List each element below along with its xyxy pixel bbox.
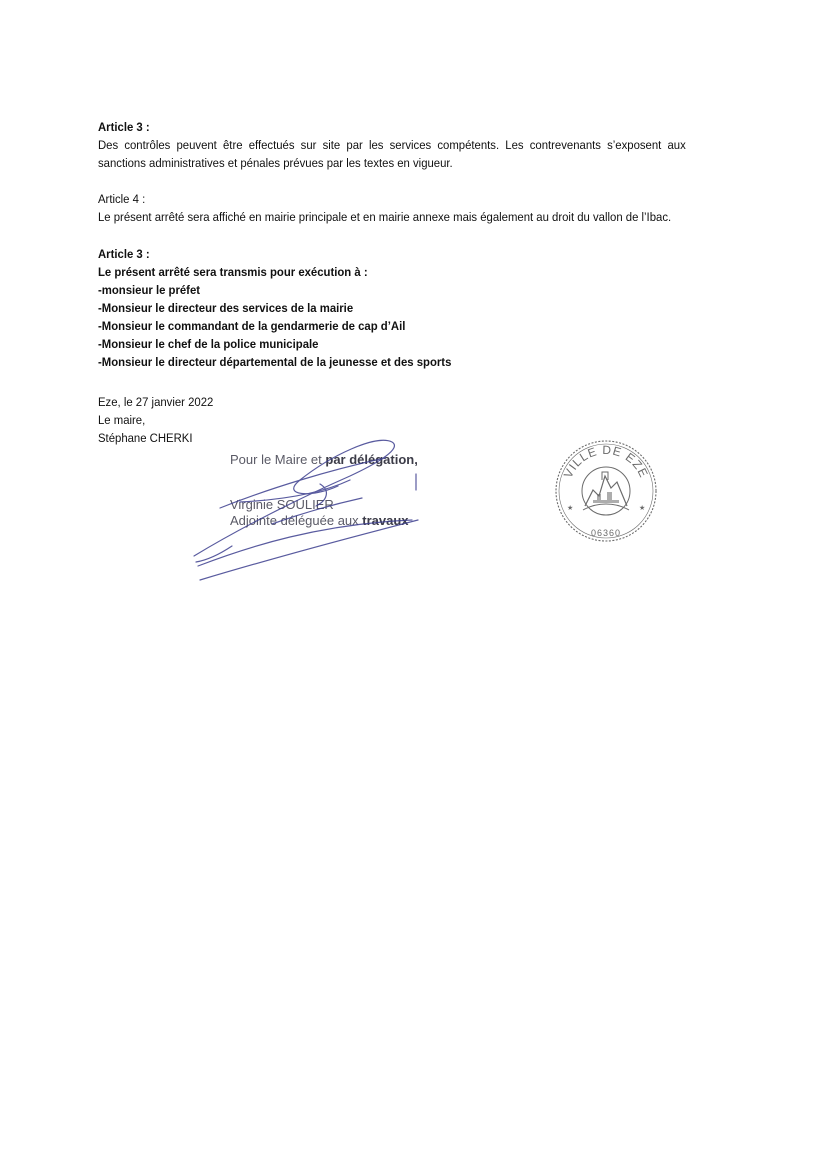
signer-role-plain: Adjointe déléguée aux (230, 513, 363, 528)
town-seal-stamp (553, 438, 659, 544)
svg-text:VILLE DE EZE (561, 443, 651, 480)
signer-role-emph: travaux (362, 513, 409, 528)
article-3-second-heading: Article 3 : (98, 247, 150, 261)
signer-name: Virginie SOULIER (230, 497, 334, 512)
article-3-heading: Article 3 : (98, 120, 150, 134)
seal-star-left: ★ (567, 505, 574, 512)
article-4 (98, 190, 730, 226)
mayor-title: Le maire, (98, 413, 146, 427)
seal-top-text: VILLE DE EZE (560, 442, 652, 481)
recipient-item: -Monsieur le chef de la police municipale (98, 337, 319, 351)
article-4-body: Le présent arrêté sera affiché en mairie principale et en mairie annexe mais également au droit du vallon de l’Ibac. (98, 210, 672, 224)
transmission-intro: Le présent arrêté sera transmis pour exécution à : (98, 265, 368, 279)
recipient-item: -Monsieur le commandant de la gendarmerie de cap d’Ail (98, 319, 406, 333)
delegation-emph: par délégation, (325, 452, 418, 467)
delegation-plain: Pour le Maire et (230, 452, 326, 467)
article-3-second (98, 245, 730, 371)
article-3-first (98, 118, 686, 172)
handwritten-signature (180, 428, 440, 598)
seal-star-right: ★ (639, 505, 646, 512)
seal-postcode: 06360 (590, 528, 622, 538)
place-date: Eze, le 27 janvier 2022 (98, 395, 214, 409)
recipient-item: -Monsieur le directeur des services de la mairie (98, 301, 354, 315)
article-4-heading: Article 4 : (98, 192, 146, 206)
mayor-name: Stéphane CHERKI (98, 431, 193, 445)
article-3-body: Des contrôles peuvent être effectués sur site par les services compétents. Les contrevenants s’exposent aux sanctions administratives et pénales prévues par les textes en vigueur. (98, 138, 686, 170)
recipient-item: -Monsieur le directeur départemental de la jeunesse et des sports (98, 355, 452, 369)
recipient-item: -monsieur le préfet (98, 283, 201, 297)
